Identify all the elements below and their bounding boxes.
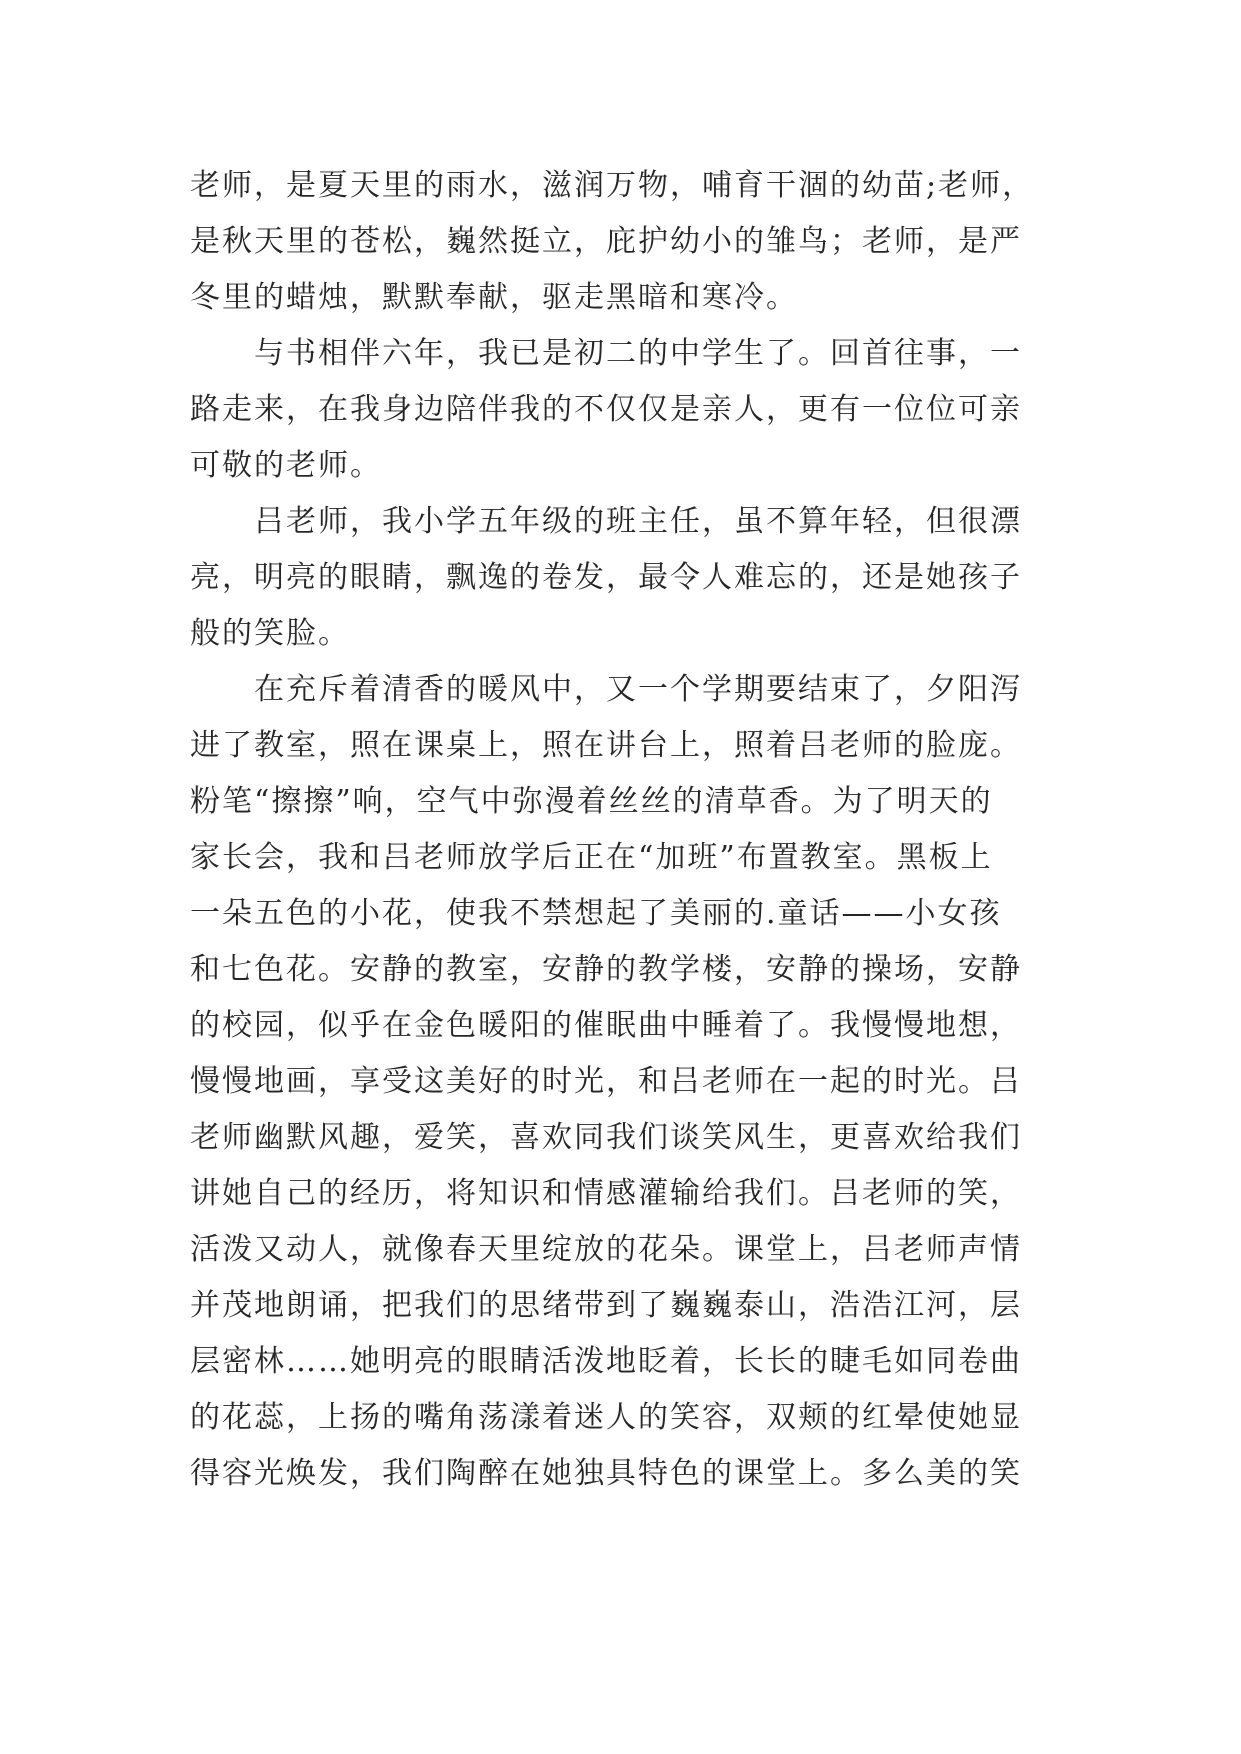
text-line: 进了教室，照在课桌上，照在讲台上，照着吕老师的脸庞。 bbox=[190, 728, 1022, 763]
text-line: 得容光焕发，我们陶醉在她独具特色的课堂上。多么美的笑 bbox=[190, 1456, 1022, 1491]
text-line: 冬里的蜡烛，默默奉献，驱走黑暗和寒冷。 bbox=[190, 280, 798, 315]
text-line: 活泼又动人，就像春天里绽放的花朵。课堂上，吕老师声情 bbox=[190, 1232, 1022, 1267]
text-line: 的花蕊，上扬的嘴角荡漾着迷人的笑容，双颊的红晕使她显 bbox=[190, 1400, 1022, 1435]
text-line: 粉笔“擦擦”响，空气中弥漫着丝丝的清草香。为了明天的 bbox=[190, 784, 993, 819]
essay-text bbox=[190, 158, 1090, 1502]
text-line: 慢慢地画，享受这美好的时光，和吕老师在一起的时光。吕 bbox=[190, 1064, 1022, 1099]
text-line: 是秋天里的苍松，巍然挺立，庇护幼小的雏鸟；老师，是严 bbox=[190, 224, 1022, 259]
text-line: 般的笑脸。 bbox=[190, 616, 350, 651]
text-line: 一朵五色的小花，使我不禁想起了美丽的.童话——小女孩 bbox=[190, 896, 1002, 931]
text-line: 并茂地朗诵，把我们的思绪带到了巍巍泰山，浩浩江河，层 bbox=[190, 1288, 1022, 1323]
text-line: 老师，是夏天里的雨水，滋润万物，哺育干涸的幼苗;老师， bbox=[190, 168, 1035, 203]
text-line: 层密林……她明亮的眼睛活泼地眨着，长长的睫毛如同卷曲 bbox=[190, 1344, 1022, 1379]
text-line: 可敬的老师。 bbox=[190, 448, 382, 483]
text-line: 与书相伴六年，我已是初二的中学生了。回首往事，一 bbox=[190, 336, 1022, 371]
text-line: 老师幽默风趣，爱笑，喜欢同我们谈笑风生，更喜欢给我们 bbox=[190, 1120, 1022, 1155]
text-line: 和七色花。安静的教室，安静的教学楼，安静的操场，安静 bbox=[190, 952, 1022, 987]
text-line: 亮，明亮的眼睛，飘逸的卷发，最令人难忘的，还是她孩子 bbox=[190, 560, 1022, 595]
text-line: 讲她自己的经历，将知识和情感灌输给我们。吕老师的笑， bbox=[190, 1176, 1022, 1211]
text-line: 路走来，在我身边陪伴我的不仅仅是亲人，更有一位位可亲 bbox=[190, 392, 1022, 427]
text-line: 的校园，似乎在金色暖阳的催眠曲中睡着了。我慢慢地想， bbox=[190, 1008, 1022, 1043]
text-line: 家长会，我和吕老师放学后正在“加班”布置教室。黑板上 bbox=[190, 840, 993, 875]
text-line: 在充斥着清香的暖风中，又一个学期要结束了，夕阳泻 bbox=[190, 672, 1022, 707]
text-line: 吕老师，我小学五年级的班主任，虽不算年轻，但很漂 bbox=[190, 504, 1022, 539]
